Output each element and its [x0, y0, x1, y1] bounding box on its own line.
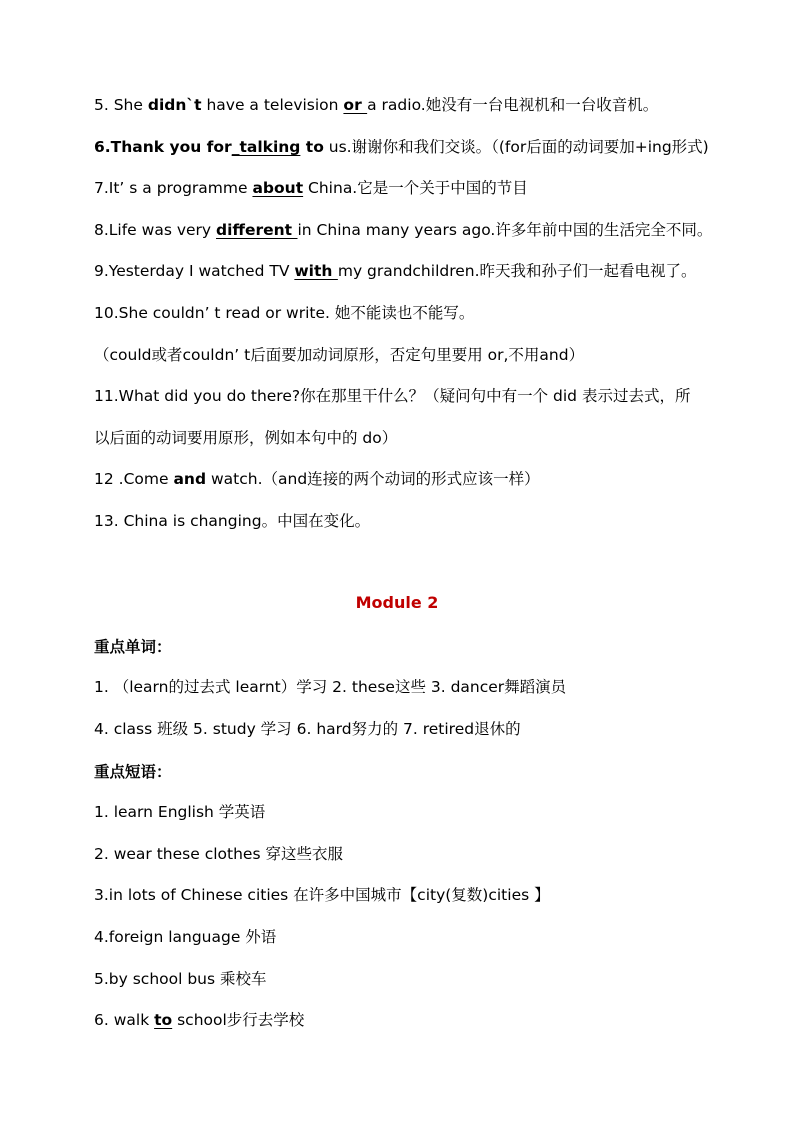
- bold-text: 6.Thank you for: [94, 138, 232, 156]
- sentence-7: [94, 177, 714, 199]
- bold-text: to: [300, 138, 324, 156]
- underlined-word: about: [252, 179, 304, 197]
- phrase-6: [94, 1009, 714, 1031]
- text: my grandchildren.昨天我和孙子们一起看电视了。: [337, 262, 697, 280]
- phrase-2: 2. wear these clothes 穿这些衣服: [94, 845, 343, 863]
- sentence-5: [94, 94, 714, 116]
- underlined-word: with: [294, 262, 338, 280]
- sentence-6: [94, 136, 714, 158]
- phrase-3: 3.in lots of Chinese cities 在许多中国城市【city(复数)cities 】: [94, 886, 550, 904]
- sentence-11-part1: 11.What did you do there?你在那里干什么？（疑问句中有一个 did 表示过去式，所: [94, 387, 691, 405]
- text: 8.Life was very: [94, 221, 217, 239]
- words-line-2: 4. class 班级 5. study 学习 6. hard努力的 7. retired退休的: [94, 720, 521, 738]
- text: China.它是一个关于中国的节目: [303, 179, 528, 197]
- underlined-word: or: [343, 96, 368, 114]
- phrase-4: 4.foreign language 外语: [94, 928, 277, 946]
- underlined-word: different: [216, 221, 298, 239]
- sentence-13: 13. China is changing。中国在变化。: [94, 512, 371, 530]
- sentence-11-part2: 以后面的动词要用原形，例如本句中的 do）: [94, 429, 398, 447]
- text: 5. She: [94, 96, 148, 114]
- text: have a television: [201, 96, 344, 114]
- phrase-5: 5.by school bus 乘校车: [94, 970, 267, 988]
- words-heading: 重点单词：: [94, 638, 172, 656]
- module-title: Module 2: [355, 593, 439, 612]
- text: 9.Yesterday I watched TV: [94, 262, 295, 280]
- underlined-word: _talking: [231, 138, 301, 156]
- text: watch.（and连接的两个动词的形式应该一样）: [206, 470, 540, 488]
- text: a radio.她没有一台电视机和一台收音机。: [367, 96, 659, 114]
- sentence-10: 10.She couldn’ t read or write. 她不能读也不能写。: [94, 304, 475, 322]
- sentence-9: [94, 260, 714, 282]
- bold-text: and: [173, 470, 207, 488]
- text: 12 .Come: [94, 470, 174, 488]
- text: us.谢谢你和我们交谈。（(for后面的动词要加+ing形式): [323, 138, 709, 156]
- text: school步行去学校: [172, 1011, 305, 1029]
- text: 7.It’ s a programme: [94, 179, 253, 197]
- text: in China many years ago.许多年前中国的生活完全不同。: [297, 221, 713, 239]
- phrases-heading: 重点短语：: [94, 763, 172, 781]
- words-line-1: 1. （learn的过去式 learnt）学习 2. these这些 3. dancer舞蹈演员: [94, 678, 567, 696]
- sentence-12: [94, 468, 714, 490]
- text: 6. walk: [94, 1011, 155, 1029]
- bold-text: didn`t: [147, 96, 202, 114]
- underlined-word: to: [154, 1011, 173, 1029]
- sentence-8: [94, 219, 714, 241]
- sentence-10-note: （could或者couldn’ t后面要加动词原形，否定句里要用 or,不用and）: [94, 346, 585, 364]
- phrase-1: 1. learn English 学英语: [94, 803, 266, 821]
